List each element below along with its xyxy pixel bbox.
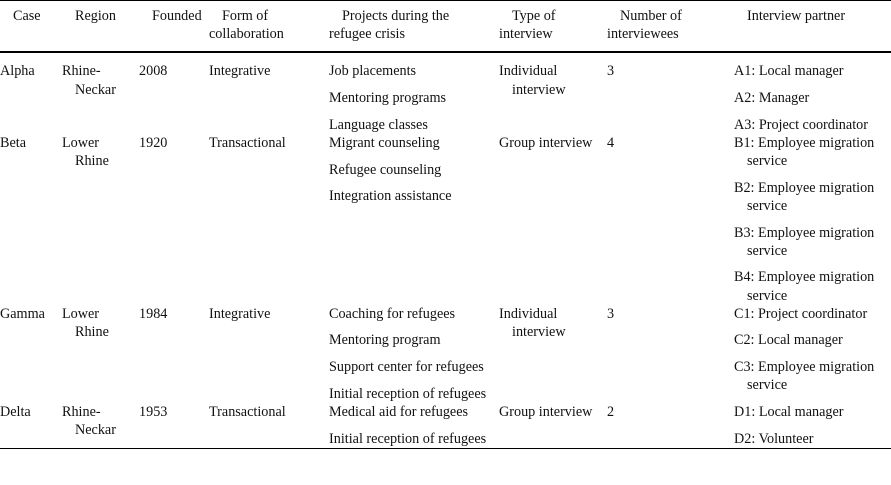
- cell-number-of-interviewees: [607, 134, 734, 305]
- list-item: C3: Employee migration service: [734, 359, 875, 394]
- interview-partner-list: [734, 134, 885, 305]
- list-item: Migrant counseling: [329, 134, 440, 151]
- table-row: [0, 403, 891, 448]
- cell-founded: [139, 305, 209, 403]
- region-value: Lower Rhine: [62, 305, 109, 340]
- projects-list: [329, 305, 493, 403]
- cell-case: [0, 305, 62, 403]
- list-item: Initial reception of refugees: [329, 430, 487, 447]
- cell-projects: [329, 403, 499, 448]
- column-header-type-of-interview: [499, 1, 607, 53]
- column-header-region: [62, 1, 139, 53]
- list-item: B4: Employee migration service: [734, 269, 875, 304]
- cell-number-of-interviewees: [607, 52, 734, 134]
- table-row: [0, 134, 891, 305]
- region-value: Rhine-Neckar: [62, 403, 116, 439]
- cell-interview-partner: [734, 134, 891, 305]
- list-item: B3: Employee migration service: [734, 224, 875, 259]
- cell-form-of-collaboration: [209, 52, 329, 134]
- list-item: D2: Volunteer: [734, 430, 814, 447]
- interview-partner-list: [734, 403, 885, 448]
- list-item: A3: Project coordinator: [734, 116, 868, 133]
- list-item: Mentoring programs: [329, 90, 447, 107]
- cell-interview-partner: [734, 403, 891, 448]
- column-header-case-label: Case: [13, 8, 41, 24]
- table-row: [0, 305, 891, 403]
- cell-type-of-interview: [499, 403, 607, 448]
- number-of-interviewees-value: 4: [607, 134, 615, 151]
- list-item: Refugee counseling: [329, 161, 442, 178]
- form-of-collaboration-value: Integrative: [209, 305, 271, 322]
- cell-region: [62, 134, 139, 305]
- list-item: Mentoring program: [329, 332, 441, 349]
- list-item: Medical aid for refugees: [329, 403, 469, 420]
- region-value: Rhine-Neckar: [62, 63, 116, 98]
- table-header: [0, 1, 891, 53]
- list-item: Language classes: [329, 116, 428, 133]
- cell-projects: [329, 134, 499, 305]
- interview-partner-list: [734, 305, 885, 395]
- cell-interview-partner: [734, 305, 891, 403]
- cell-region: [62, 52, 139, 134]
- list-item: B2: Employee migration service: [734, 179, 875, 214]
- cell-founded: [139, 134, 209, 305]
- region-value: Lower Rhine: [62, 134, 109, 170]
- case-name: Beta: [0, 134, 26, 151]
- type-of-interview-value: Individual interview: [499, 305, 566, 340]
- column-header-region-label: Region: [75, 8, 116, 24]
- column-header-founded: [139, 1, 209, 53]
- cell-interview-partner: [734, 52, 891, 134]
- case-name: Gamma: [0, 305, 45, 322]
- table-bottom-rule: [0, 448, 891, 449]
- table-body: [0, 52, 891, 448]
- number-of-interviewees-value: 3: [607, 305, 615, 322]
- cell-form-of-collaboration: [209, 403, 329, 448]
- list-item: C1: Project coordinator: [734, 305, 868, 322]
- list-item: Support center for refugees: [329, 359, 484, 376]
- cell-projects: [329, 52, 499, 134]
- cell-region: [62, 403, 139, 448]
- type-of-interview-value: Group interview: [499, 134, 593, 151]
- founded-value: 1920: [139, 134, 168, 151]
- column-header-number-of-interviewees: [607, 1, 734, 53]
- form-of-collaboration-value: Integrative: [209, 63, 271, 80]
- cell-case: [0, 134, 62, 305]
- cell-type-of-interview: [499, 134, 607, 305]
- list-item: Coaching for refugees: [329, 305, 456, 322]
- projects-list: [329, 134, 493, 206]
- cell-form-of-collaboration: [209, 134, 329, 305]
- list-item: A2: Manager: [734, 90, 810, 107]
- table-row: [0, 52, 891, 134]
- list-item: D1: Local manager: [734, 403, 844, 420]
- column-header-projects: [329, 1, 499, 53]
- column-header-interview-partner-label: Interview partner: [747, 8, 846, 24]
- bottom-rule: [0, 448, 891, 449]
- column-header-number-of-interviewees-label: Number of interviewees: [607, 8, 682, 43]
- form-of-collaboration-value: Transactional: [209, 134, 286, 151]
- type-of-interview-value: Group interview: [499, 403, 593, 420]
- cell-case: [0, 52, 62, 134]
- list-item: B1: Employee migration service: [734, 134, 875, 170]
- number-of-interviewees-value: 2: [607, 403, 615, 420]
- founded-value: 2008: [139, 63, 168, 80]
- list-item: Job placements: [329, 63, 417, 80]
- cell-form-of-collaboration: [209, 305, 329, 403]
- cell-region: [62, 305, 139, 403]
- list-item: Integration assistance: [329, 188, 452, 205]
- cell-number-of-interviewees: [607, 305, 734, 403]
- list-item: Initial reception of refugees: [329, 385, 487, 402]
- founded-value: 1953: [139, 403, 168, 420]
- column-header-case: [0, 1, 62, 53]
- projects-list: [329, 62, 493, 134]
- cell-case: [0, 403, 62, 448]
- cell-number-of-interviewees: [607, 403, 734, 448]
- case-name: Delta: [0, 403, 31, 420]
- column-header-projects-label: Projects during the refugee crisis: [329, 8, 450, 43]
- cell-type-of-interview: [499, 305, 607, 403]
- interview-partner-list: [734, 62, 885, 134]
- column-header-interview-partner: [734, 1, 891, 53]
- form-of-collaboration-value: Transactional: [209, 403, 286, 420]
- column-header-form-of-collaboration-label: Form of collaboration: [209, 8, 284, 43]
- header-row: [0, 1, 891, 53]
- cell-type-of-interview: [499, 52, 607, 134]
- cell-projects: [329, 305, 499, 403]
- list-item: A1: Local manager: [734, 63, 844, 80]
- column-header-form-of-collaboration: [209, 1, 329, 53]
- list-item: C2: Local manager: [734, 332, 843, 349]
- founded-value: 1984: [139, 305, 168, 322]
- column-header-founded-label: Founded: [152, 8, 202, 24]
- cell-founded: [139, 52, 209, 134]
- cell-founded: [139, 403, 209, 448]
- case-name: Alpha: [0, 63, 35, 80]
- projects-list: [329, 403, 493, 448]
- type-of-interview-value: Individual interview: [499, 63, 566, 98]
- number-of-interviewees-value: 3: [607, 63, 615, 80]
- column-header-type-of-interview-label: Type of interview: [499, 8, 556, 43]
